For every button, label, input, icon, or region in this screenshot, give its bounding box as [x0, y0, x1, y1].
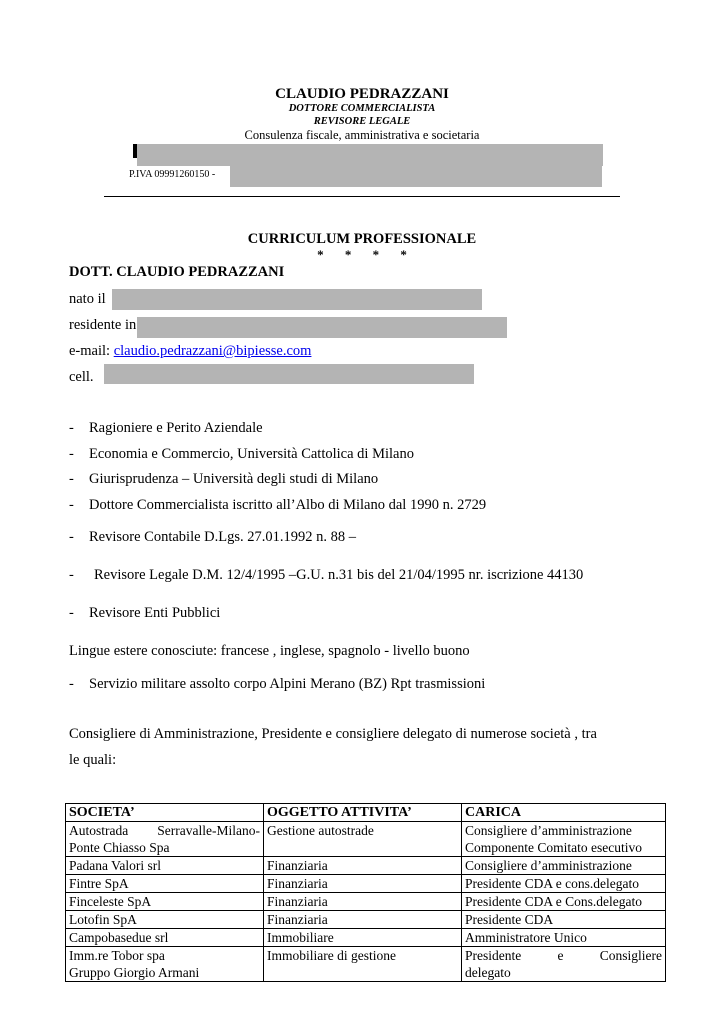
cell-oggetto: Finanziaria: [264, 893, 462, 911]
cell-label: cell.: [69, 369, 94, 385]
cell-societa: Imm.re Tobor spa Gruppo Giorgio Armani: [66, 947, 264, 982]
cell-oggetto: Immobiliare: [264, 929, 462, 947]
email-label: e-mail:: [69, 343, 111, 359]
cell-carica: Presidente CDA e cons.delegato: [462, 875, 666, 893]
table-row: [66, 857, 666, 875]
column-header-societa: SOCIETA’: [66, 804, 264, 822]
letterhead-title-revisore: REVISORE LEGALE: [313, 116, 411, 127]
cell-societa: Padana Valori srl: [66, 857, 264, 875]
table-row: [66, 947, 666, 982]
cell-carica: Presidente CDA: [462, 911, 666, 929]
email-link[interactable]: claudio.pedrazzani@bipiesse.com: [113, 343, 312, 359]
table-row: [66, 875, 666, 893]
cell-societa: Autostrada Serravalle-Milano- Ponte Chiasso Spa: [66, 822, 264, 857]
birth-label: nato il: [69, 291, 106, 307]
table-header-row: [66, 804, 666, 822]
table-row: [66, 893, 666, 911]
letterhead-name: CLAUDIO PEDRAZZANI: [275, 86, 449, 102]
board-intro-line1: Consigliere di Amministrazione, Presidente e consigliere delegato di numerose società , tra: [69, 726, 597, 742]
qualification-item: - Ragioniere e Perito Aziendale: [69, 420, 263, 436]
qualification-item: - Economia e Commercio, Università Cattolica di Milano: [69, 446, 414, 462]
cv-stars: * * * *: [317, 247, 407, 262]
table-row: [66, 929, 666, 947]
redacted-residence: [137, 317, 507, 338]
cell-oggetto: Finanziaria: [264, 875, 462, 893]
cell-societa: Fintre SpA: [66, 875, 264, 893]
header-divider: [104, 196, 620, 197]
redacted-birth: [112, 289, 482, 310]
cell-societa: Finceleste SpA: [66, 893, 264, 911]
column-header-oggetto: OGGETTO ATTIVITA’: [264, 804, 462, 822]
vat-number: P.IVA 09991260150 -: [129, 169, 216, 180]
letterhead-title-commercialista: DOTTORE COMMERCIALISTA: [288, 103, 436, 114]
languages-line: Lingue estere conosciute: francese , inglese, spagnolo - livello buono: [69, 643, 470, 659]
person-name: DOTT. CLAUDIO PEDRAZZANI: [69, 264, 285, 280]
residence-label: residente in: [69, 317, 137, 333]
qualification-item: - Revisore Contabile D.Lgs. 27.01.1992 n. 88 –: [69, 529, 357, 545]
redacted-contacts: [230, 166, 602, 187]
cell-carica: Presidente e Consigliere delegato: [462, 947, 666, 982]
cell-carica: Amministratore Unico: [462, 929, 666, 947]
cell-carica: Consigliere d’amministrazione: [462, 857, 666, 875]
cell-carica: Presidente CDA e Cons.delegato: [462, 893, 666, 911]
cell-oggetto: Finanziaria: [264, 911, 462, 929]
cell-oggetto: Finanziaria: [264, 857, 462, 875]
qualification-item: - Giurisprudenza – Università degli studi di Milano: [69, 471, 379, 487]
cell-societa: Lotofin SpA: [66, 911, 264, 929]
table-row: [66, 822, 666, 857]
letterhead-subtitle: Consulenza fiscale, amministrativa e societaria: [244, 128, 480, 142]
cell-carica: Consigliere d’amministrazione Componente Comitato esecutivo: [462, 822, 666, 857]
board-intro-line2: le quali:: [69, 752, 117, 768]
qualification-item: - Revisore Legale D.M. 12/4/1995 –G.U. n.31 bis del 21/04/1995 nr. iscrizione 44130: [69, 567, 584, 583]
qualification-item: - Dottore Commercialista iscritto all’Albo di Milano dal 1990 n. 2729: [69, 497, 487, 513]
cv-title: CURRICULUM PROFESSIONALE: [247, 231, 477, 247]
cell-oggetto: Immobiliare di gestione: [264, 947, 462, 982]
qualification-item: - Revisore Enti Pubblici: [69, 605, 221, 621]
column-header-carica: CARICA: [462, 804, 666, 822]
redacted-address: [137, 144, 603, 166]
cell-oggetto: Gestione autostrade: [264, 822, 462, 857]
table-row: [66, 911, 666, 929]
email-row: [69, 343, 311, 360]
military-service-item: - Servizio militare assolto corpo Alpini Merano (BZ) Rpt trasmissioni: [69, 676, 486, 692]
redacted-cell: [104, 364, 474, 384]
companies-table: [65, 803, 666, 982]
cell-societa: Campobasedue srl: [66, 929, 264, 947]
